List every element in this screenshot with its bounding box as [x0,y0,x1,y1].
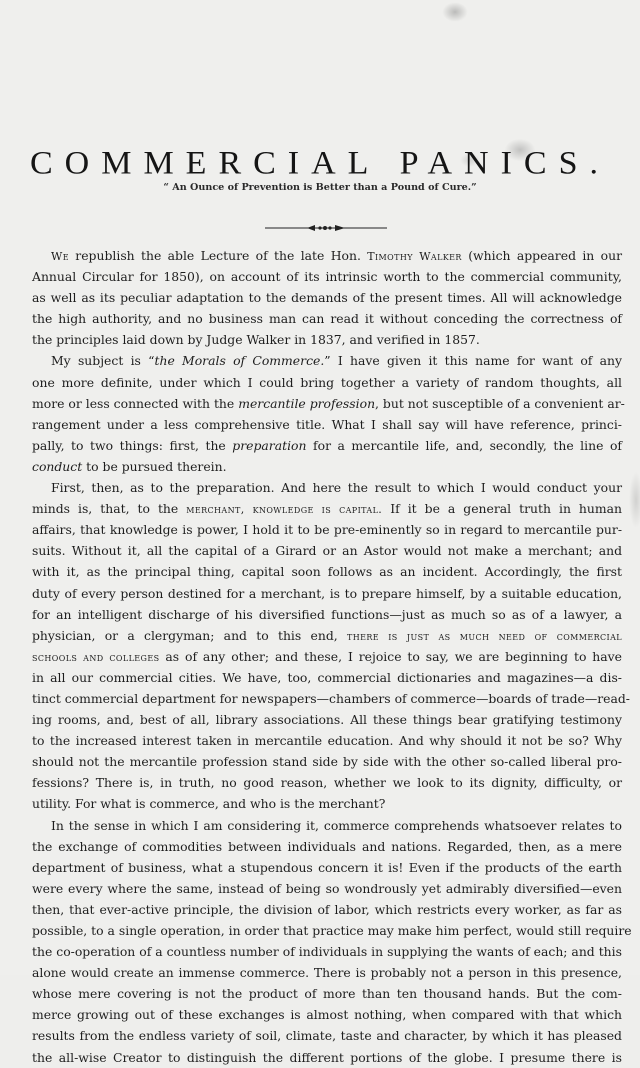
text-run: merce growing out of these exchanges is almost nothing, when compared with that which [32,1007,622,1023]
text-run: results from the endless variety of soil, climate, taste and character, by which it has pleased [32,1028,622,1044]
text-run: tinct commercial department for newspapers—chambers of commerce—boards of trade—read- [32,690,630,706]
text-line [32,667,622,688]
text-line [32,477,622,498]
small-caps-text: We [51,250,69,263]
decorative-rule-ornament-icon [265,224,387,232]
paragraph [32,815,632,1068]
small-caps-text: Timothy Walker [367,250,462,263]
text-run: Annual Circular for 1850), on account of its intrinsic worth to the commercial community, [32,269,622,285]
text-run: more or less connected with the [32,395,239,411]
text-run: First, then, as to the preparation. And here the result to which I would conduct your [51,480,622,496]
text-run: alone would create an immense commerce. There is probably not a person in this presence, [32,965,622,981]
text-line [32,350,622,371]
text-line [32,393,625,414]
text-line [32,498,622,519]
page-title: COMMERCIAL PANICS. [29,145,610,181]
text-line [32,962,622,983]
text-line [32,245,622,266]
text-line [32,1004,622,1025]
text-line [32,899,622,920]
text-line [32,308,622,329]
paragraph [32,350,625,477]
text-run: In the sense in which I am considering it, commerce comprehends whatsoever relates to [51,817,622,833]
text-run: whose mere covering is not the product of more than ten thousand hands. But the com- [32,986,622,1002]
small-caps-text: there is just as much need of commercial [346,629,623,643]
text-line [32,751,622,772]
text-run: possible, to a single operation, in order that practice may make him perfect, would still require [32,923,632,938]
text-run: should not the mercantile profession stand side by side with the other so-called liberal pro- [32,754,622,770]
text-line [32,266,622,287]
text-line [32,456,622,477]
text-run: department of business, what a stupendous concern it is! Even if the products of the earth [32,859,622,875]
text-run: the co-operation of a countless number of individuals in supplying the wants of each; and this [32,944,622,960]
italic-text: conduct [32,458,83,474]
text-line [32,372,622,393]
text-line [32,815,622,836]
text-run: the high authority, and no business man can read it without conceding the correctness of [32,311,622,327]
text-line [32,519,622,540]
text-line [32,414,622,435]
text-line [32,941,622,962]
text-line [32,793,622,814]
text-line [32,646,622,667]
text-line [32,688,630,709]
text-run: ” I have given it this name for want of any [324,353,622,369]
text-run: were every where the same, instead of being so wondrously yet admirably diversified—even [32,880,622,896]
text-run: physician, or a clergyman; and to this end, [32,627,347,643]
text-line [32,857,622,878]
text-line [32,1025,622,1046]
text-run: rangement under a less comprehensive title. What I shall say will have reference, princi- [32,416,622,432]
text-run: the exchange of commodities between individuals and nations. Regarded, then, as a mere [32,838,622,854]
text-line [32,878,622,899]
article-body [32,245,632,1068]
text-run: one more definite, under which I could bring together a variety of random thoughts, all [32,374,622,390]
text-line [32,772,622,793]
motto-subtitle: “ An Ounce of Prevention is Better than a Pound of Cure.” [163,182,477,193]
text-line [32,983,622,1004]
text-run: then, that ever-active principle, the division of labor, which restricts every worker, as far as [32,901,622,917]
text-line [32,625,622,646]
text-run: utility. For what is commerce, and who is the merchant? [32,796,386,812]
small-caps-text: merchant, knowledge is capital. [186,503,383,517]
text-run: , but not susceptible of a convenient ar- [375,395,625,411]
text-run: as of any other; and these, I rejoice to say, we are beginning to have [159,648,623,664]
text-run: pally, to two things: first, the [32,437,233,453]
text-run: affairs, that knowledge is power, I hold it to be pre-eminently so in regard to mercantile pur- [32,522,622,538]
text-run: minds is, that, to the [32,501,187,517]
text-line [32,604,622,625]
text-line [32,435,622,456]
text-line [32,583,622,604]
italic-text: mercantile profession [238,395,376,411]
text-line [32,287,622,308]
text-run: duty of every person destined for a merchant, is to prepare himself, by a suitable education, [32,585,622,601]
paragraph [32,477,630,815]
text-run: My subject is “ [51,353,155,369]
text-run: for an intelligent discharge of his diversified functions—just as much so as of a lawyer, a [32,606,622,622]
text-line [32,920,632,941]
text-line [32,709,622,730]
italic-text: preparation [232,437,307,453]
text-run: in all our commercial cities. We have, too, commercial dictionaries and magazines—a dis- [32,669,622,685]
text-line [32,730,622,751]
text-line [32,329,622,350]
text-line [32,540,622,561]
text-run: to be pursued therein. [82,458,227,474]
text-run: as well as its peculiar adaptation to the demands of the present times. All will acknowledge [32,290,622,306]
text-run: ing rooms, and, best of all, library associations. All these things bear gratifying testimony [32,712,622,728]
text-run: the all-wise Creator to distinguish the different portions of the globe. I presume there is [32,1049,622,1065]
text-line [32,561,622,582]
text-run: with it, as the principal thing, capital soon follows as an incident. Accordingly, the first [32,564,622,580]
text-line [32,836,622,857]
text-run: to the increased interest taken in mercantile education. And why should it not be so? Why [32,733,622,749]
text-run: the principles laid down by Judge Walker in 1837, and verified in 1857. [32,332,480,348]
bleed-through-text [34,0,634,123]
text-run: for a mercantile life, and, secondly, the line of [306,437,622,453]
italic-text: the Morals of Commerce. [154,353,325,369]
small-caps-text: schools and colleges [32,650,160,664]
text-run: fessions? There is, in truth, no good reason, whether we look to its dignity, difficulty, or [32,775,622,791]
text-run: If it be a general truth in human [382,501,623,517]
text-run: (which appeared in our [461,248,622,263]
text-run: republish the able Lecture of the late Hon. [68,248,368,263]
text-run: suits. Without it, all the capital of a Girard or an Astor would not make a merchant; and [32,543,622,559]
text-line [32,1047,622,1068]
paragraph [32,245,622,350]
